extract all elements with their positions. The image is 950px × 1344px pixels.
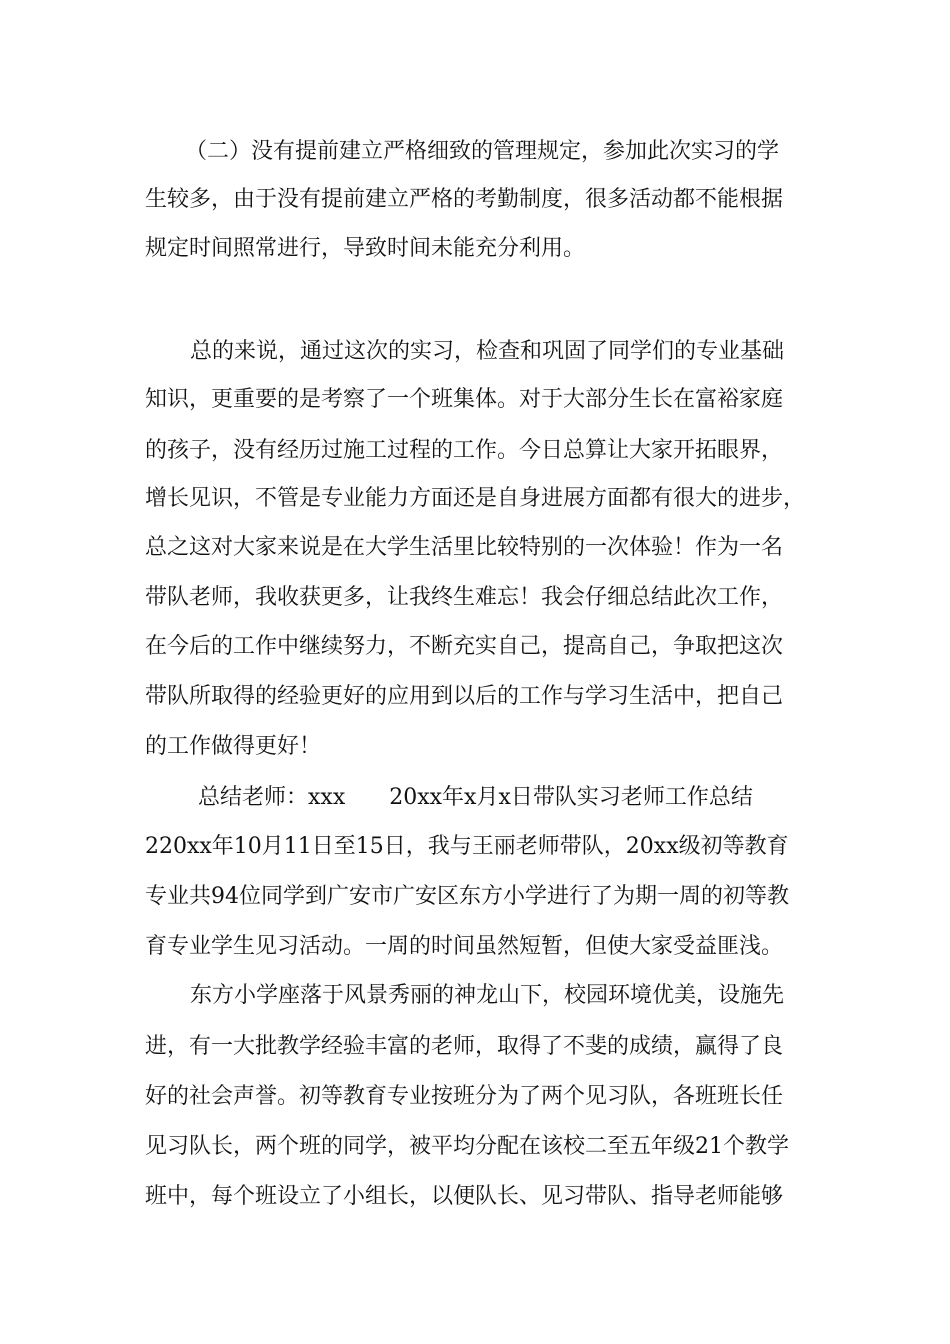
paragraph-line: （二）没有提前建立严格细致的管理规定，参加此次实习的学 — [185, 139, 780, 164]
paragraph-line: 总的来说，通过这次的实习，检查和巩固了同学们的专业基础 — [190, 339, 785, 364]
paragraph-line: 带队老师，我收获更多，让我终生难忘！我会仔细总结此次工作， — [145, 585, 784, 610]
paragraph-line: 总之这对大家来说是在大学生活里比较特别的一次体验！作为一名 — [145, 535, 784, 560]
paragraph-line: 专业共94位同学到广安市广安区东方小学进行了为期一周的初等教 — [145, 884, 789, 909]
paragraph-line: 育专业学生见习活动。一周的时间虽然短暂，但使大家受益匪浅。 — [145, 934, 784, 959]
paragraph-line: 在今后的工作中继续努力，不断充实自己，提高自己，争取把这次 — [145, 634, 784, 659]
paragraph-line: 知识，更重要的是考察了一个班集体。对于大部分生长在富裕家庭 — [145, 387, 784, 412]
paragraph-line: 好的社会声誉。初等教育专业按班分为了两个见习队，各班班长任 — [145, 1084, 784, 1109]
paragraph-line: 规定时间照常进行，导致时间未能充分利用。 — [145, 236, 586, 261]
paragraph-line: 见习队长，两个班的同学，被平均分配在该校二至五年级21个教学 — [145, 1134, 789, 1159]
paragraph-line: 的孩子，没有经历过施工过程的工作。今日总算让大家开拓眼界， — [145, 438, 784, 463]
paragraph-line: 生较多，由于没有提前建立严格的考勤制度，很多活动都不能根据 — [145, 187, 784, 212]
signature-line: 总结老师：xxx 20xx年x月x日带队实习老师工作总结 — [198, 785, 753, 810]
paragraph-line: 带队所取得的经验更好的应用到以后的工作与学习生活中，把自己 — [145, 684, 784, 709]
paragraph-line: 增长见识，不管是专业能力方面还是自身进展方面都有很大的进步， — [145, 486, 806, 511]
paragraph-line: 的工作做得更好！ — [145, 734, 322, 759]
paragraph-line: 进，有一大批教学经验丰富的老师，取得了不斐的成绩，赢得了良 — [145, 1034, 784, 1059]
paragraph-line: 班中，每个班设立了小组长，以便队长、见习带队、指导老师能够 — [145, 1184, 784, 1209]
paragraph-line: 220xx年10月11日至15日，我与王丽老师带队，20xx级初等教育 — [145, 834, 789, 859]
paragraph-line: 东方小学座落于风景秀丽的神龙山下，校园环境优美，设施先 — [190, 983, 785, 1008]
